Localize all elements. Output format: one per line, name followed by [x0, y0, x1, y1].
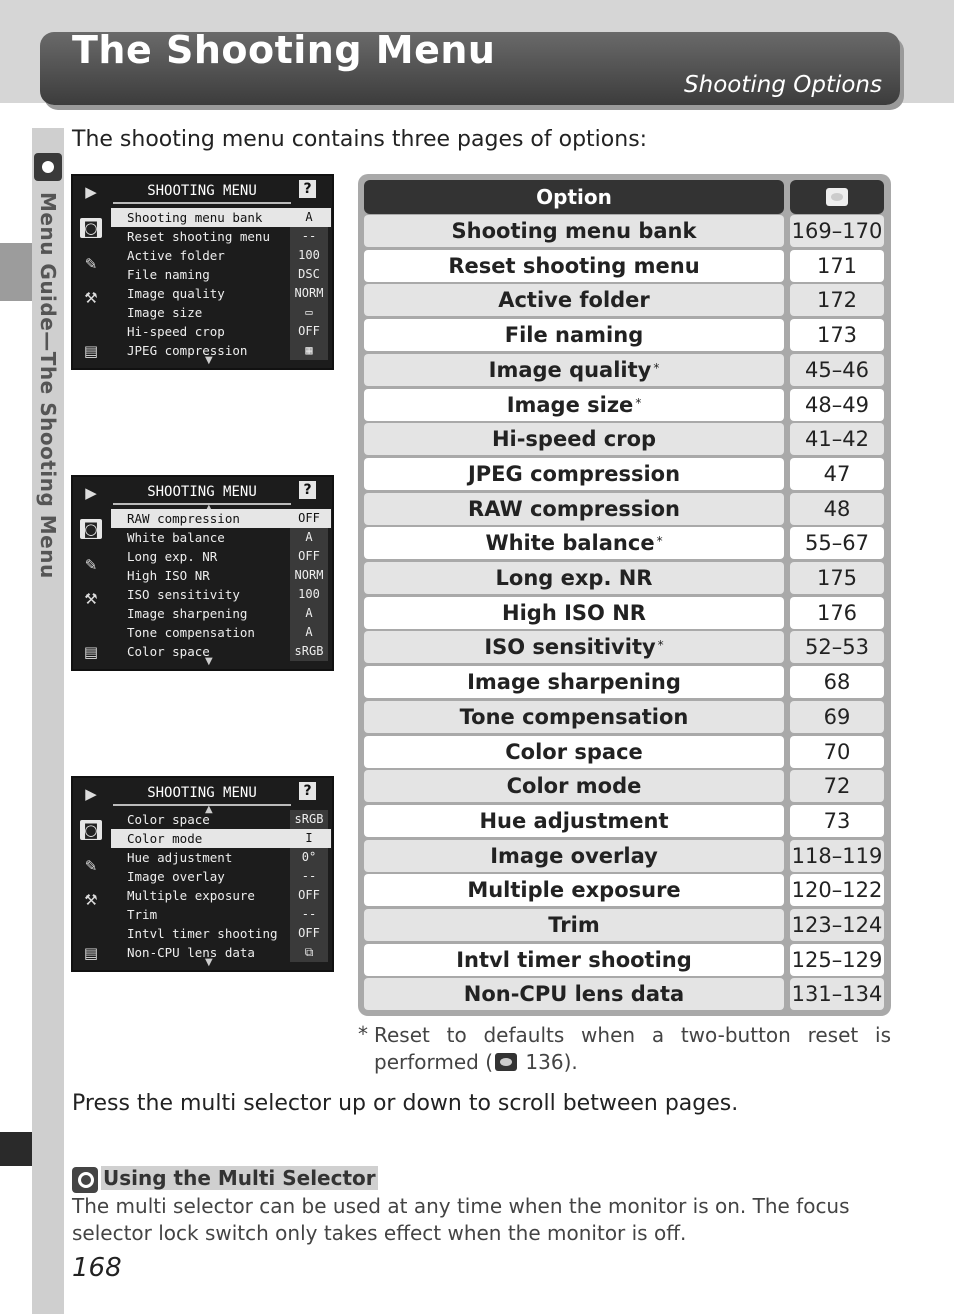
table-row	[364, 458, 884, 490]
option-name: Hue adjustment	[479, 808, 669, 833]
footnote-end: ).	[563, 1050, 578, 1074]
lcd-item-name: High ISO NR	[127, 568, 210, 583]
lcd-item-name: Color space	[127, 644, 210, 659]
lcd-item-value: OFF	[290, 322, 328, 341]
option-cell	[364, 840, 784, 872]
pencil-icon: ✎	[84, 857, 98, 875]
table-row	[364, 909, 884, 941]
lcd-menu-item	[111, 566, 331, 585]
option-name: Hi-speed crop	[491, 427, 657, 452]
page-cell: 41–42	[790, 423, 884, 455]
wrench-icon: ⚒	[84, 289, 98, 307]
page-cell: 68	[790, 666, 884, 698]
tip-body: The multi selector can be used at any time when the monitor is on. The focus selector lock switch only takes effect when the monitor is off.	[72, 1194, 850, 1245]
lcd-title: SHOOTING MENU	[113, 481, 291, 505]
option-cell	[364, 493, 784, 525]
footnote-text: Reset to defaults when a two-button reset is performed (	[374, 1023, 891, 1074]
lcd-menu-item	[111, 943, 331, 962]
page-cell: 131–134	[790, 978, 884, 1010]
lcd-item-value: DSC	[290, 265, 328, 284]
option-cell	[364, 458, 784, 490]
lcd-item-value: sRGB	[290, 642, 328, 661]
table-row	[364, 215, 884, 247]
lcd-item-value: A	[290, 623, 328, 642]
table-row	[364, 597, 884, 629]
lcd-item-value: 100	[290, 585, 328, 604]
option-cell	[364, 805, 784, 837]
camera-icon	[34, 153, 62, 181]
tip-heading: Using the Multi Selector	[103, 1166, 376, 1190]
table-row	[364, 874, 884, 906]
lcd-item-value: sRGB	[290, 810, 328, 829]
lcd-item-value: A	[290, 604, 328, 623]
table-row	[364, 562, 884, 594]
footnote	[374, 1022, 891, 1076]
table-row	[364, 631, 884, 663]
lcd-item-value: --	[290, 905, 328, 924]
lcd-menu-item	[111, 208, 331, 227]
page-cell: 125–129	[790, 944, 884, 976]
option-name: Shooting menu bank	[451, 219, 697, 243]
option-cell	[364, 701, 784, 733]
lcd-item-value: --	[290, 867, 328, 886]
option-name: Non-CPU lens data	[463, 982, 685, 1007]
option-cell	[364, 666, 784, 698]
recent-icon: ▤	[83, 342, 99, 360]
lcd-item-value: NORM	[290, 284, 328, 303]
table-row	[364, 978, 884, 1010]
lcd-menu-item	[111, 322, 331, 341]
lcd-item-name: RAW compression	[127, 511, 240, 526]
option-name: Active folder	[498, 288, 650, 313]
reference-icon	[826, 188, 848, 206]
table-row	[364, 840, 884, 872]
table-row	[364, 770, 884, 802]
lcd-menu-item	[111, 829, 331, 848]
table-row	[364, 250, 884, 282]
table-row	[364, 805, 884, 837]
lcd-screen	[71, 475, 334, 671]
lcd-item-name: Tone compensation	[127, 625, 255, 640]
lcd-item-value: A	[290, 528, 328, 547]
footnote-mark: *	[358, 1022, 368, 1046]
table-row	[364, 354, 884, 386]
footnote-star: *	[653, 360, 660, 375]
camera-icon: ◙	[80, 820, 102, 840]
option-cell	[364, 597, 784, 629]
page-cell: 169–170	[790, 215, 884, 247]
lcd-menu-item	[111, 547, 331, 566]
table-row	[364, 389, 884, 421]
option-cell	[364, 527, 784, 559]
side-label: Menu Guide—The Shooting Menu	[36, 192, 60, 579]
camera-icon: ◙	[80, 519, 102, 539]
option-cell	[364, 250, 784, 282]
page-cell: 172	[790, 284, 884, 316]
option-name: Tone compensation	[459, 704, 689, 729]
lcd-menu-list	[111, 509, 331, 661]
options-table	[358, 174, 891, 1016]
footnote-star: *	[635, 395, 642, 410]
lcd-item-value: ▭	[290, 303, 328, 322]
lcd-item-name: Image quality	[127, 286, 225, 301]
lcd-item-name: Non-CPU lens data	[127, 945, 255, 960]
lcd-menu-item	[111, 810, 331, 829]
page-title: The Shooting Menu	[72, 28, 496, 72]
lcd-menu-item	[111, 303, 331, 322]
lcd-item-value: ▦	[290, 341, 328, 360]
lcd-title: SHOOTING MENU	[113, 180, 291, 204]
option-cell	[364, 631, 784, 663]
lcd-item-value: --	[290, 227, 328, 246]
page-cell: 73	[790, 805, 884, 837]
page-cell: 48–49	[790, 389, 884, 421]
page-cell: 48	[790, 493, 884, 525]
option-name: Image overlay	[490, 843, 658, 868]
lcd-item-name: Image size	[127, 305, 203, 320]
option-name: Color mode	[506, 774, 642, 799]
lcd-item-value: 100	[290, 246, 328, 265]
lcd-item-name: White balance	[127, 530, 225, 545]
option-cell	[364, 215, 784, 247]
lcd-item-name: Reset shooting menu	[127, 229, 270, 244]
page-cell: 52–53	[790, 631, 884, 663]
option-cell	[364, 770, 784, 802]
option-name: Color space	[505, 739, 643, 764]
lcd-item-name: Trim	[127, 907, 158, 922]
pencil-icon: ✎	[84, 556, 98, 574]
column-header-page	[790, 180, 884, 214]
recent-icon: ▤	[83, 944, 99, 962]
lcd-item-name: File naming	[127, 267, 210, 282]
table-row	[364, 527, 884, 559]
table-row	[364, 736, 884, 768]
option-name: High ISO NR	[502, 600, 646, 625]
option-name: ISO sensitivity	[484, 635, 656, 660]
lcd-item-name: Shooting menu bank	[127, 210, 263, 225]
lcd-item-name: JPEG compression	[127, 343, 248, 358]
option-name: White balance	[485, 531, 655, 556]
page-number: 168	[72, 1253, 122, 1283]
lcd-item-name: Active folder	[127, 248, 225, 263]
lcd-menu-item	[111, 642, 331, 661]
page-cell: 176	[790, 597, 884, 629]
table-row	[364, 701, 884, 733]
lcd-item-value: OFF	[290, 924, 328, 943]
scroll-down-icon: ▼	[205, 355, 213, 366]
page-cell: 175	[790, 562, 884, 594]
option-cell	[364, 354, 784, 386]
option-cell	[364, 319, 784, 351]
recent-icon: ▤	[83, 643, 99, 661]
lcd-item-name: Multiple exposure	[127, 888, 255, 903]
lcd-menu-item	[111, 867, 331, 886]
scroll-instruction: Press the multi selector up or down to scroll between pages.	[72, 1091, 739, 1116]
option-cell	[364, 562, 784, 594]
option-name: Long exp. NR	[495, 566, 653, 590]
lcd-item-value: OFF	[290, 886, 328, 905]
lcd-menu-item	[111, 924, 331, 943]
option-cell	[364, 944, 784, 976]
table-row	[364, 284, 884, 316]
option-name: Image sharpening	[467, 670, 681, 695]
page-cell: 72	[790, 770, 884, 802]
lcd-item-value: A	[290, 208, 328, 227]
lcd-menu-item	[111, 585, 331, 604]
option-name: Multiple exposure	[467, 878, 681, 903]
lcd-screen	[71, 776, 334, 972]
help-icon: ?	[299, 481, 316, 499]
option-name: JPEG compression	[467, 461, 681, 486]
lcd-menu-item	[111, 227, 331, 246]
option-cell	[364, 909, 784, 941]
page-cell: 173	[790, 319, 884, 351]
option-name: Reset shooting menu	[448, 253, 700, 278]
lcd-item-name: ISO sensitivity	[127, 587, 240, 602]
lcd-menu-item	[111, 528, 331, 547]
pencil-icon: ✎	[84, 255, 98, 273]
lcd-menu-list	[111, 208, 331, 360]
option-name: Image size	[506, 392, 634, 417]
lcd-menu-item	[111, 246, 331, 265]
footnote-page: 136	[525, 1050, 564, 1074]
option-name: Intvl timer shooting	[456, 947, 692, 972]
lcd-menu-item	[111, 905, 331, 924]
lcd-item-name: Image overlay	[127, 869, 225, 884]
lcd-menu-item	[111, 284, 331, 303]
lcd-menu-item	[111, 509, 331, 528]
help-icon: ?	[299, 180, 316, 198]
lcd-menu-item	[111, 886, 331, 905]
page-cell: 47	[790, 458, 884, 490]
lcd-item-value: 0°	[290, 848, 328, 867]
lcd-menu-list	[111, 810, 331, 962]
option-cell	[364, 874, 784, 906]
scroll-down-icon: ▼	[205, 656, 213, 667]
playback-icon: ▶	[85, 484, 97, 502]
lcd-item-name: Image sharpening	[127, 606, 248, 621]
thumb-tab-dark	[0, 1132, 32, 1166]
playback-icon: ▶	[85, 785, 97, 803]
lcd-item-name: Intvl timer shooting	[127, 926, 278, 941]
lcd-menu-item	[111, 604, 331, 623]
lcd-tab-bar	[73, 176, 111, 368]
column-header-option: Option	[364, 180, 784, 214]
page-cell: 171	[790, 250, 884, 282]
table-row	[364, 493, 884, 525]
camera-icon: ◙	[80, 218, 102, 238]
option-name: RAW compression	[468, 496, 680, 521]
lcd-item-value: OFF	[290, 509, 328, 528]
reference-icon	[495, 1053, 517, 1071]
scroll-up-icon: ▲	[205, 804, 213, 815]
table-row	[364, 944, 884, 976]
option-cell	[364, 389, 784, 421]
scroll-down-icon: ▼	[205, 957, 213, 968]
option-name: Image quality	[488, 357, 652, 382]
table-row	[364, 423, 884, 455]
wrench-icon: ⚒	[84, 891, 98, 909]
thumb-tab	[0, 243, 32, 301]
lcd-tab-bar	[73, 477, 111, 669]
lcd-item-name: Hue adjustment	[127, 850, 233, 865]
lcd-menu-item	[111, 848, 331, 867]
page-cell: 123–124	[790, 909, 884, 941]
lcd-item-value: ⧉	[290, 943, 328, 962]
help-icon: ?	[299, 782, 316, 800]
page-cell: 55–67	[790, 527, 884, 559]
option-cell	[364, 423, 784, 455]
lcd-menu-item	[111, 265, 331, 284]
lcd-item-value: NORM	[290, 566, 328, 585]
tip-icon	[72, 1167, 98, 1193]
option-cell	[364, 284, 784, 316]
lcd-menu-item	[111, 341, 331, 360]
lcd-tab-bar	[73, 778, 111, 970]
footnote-star: *	[657, 638, 664, 653]
table-row	[364, 319, 884, 351]
intro-text: The shooting menu contains three pages of options:	[72, 127, 648, 152]
wrench-icon: ⚒	[84, 590, 98, 608]
lcd-item-value: I	[290, 829, 328, 848]
page-cell: 120–122	[790, 874, 884, 906]
lcd-item-value: OFF	[290, 547, 328, 566]
table-row	[364, 666, 884, 698]
option-name: File naming	[504, 323, 644, 348]
lcd-screen	[71, 174, 334, 370]
lcd-item-name: Hi-speed crop	[127, 324, 225, 339]
page-cell: 45–46	[790, 354, 884, 386]
lcd-item-name: Color space	[127, 812, 210, 827]
lcd-title: SHOOTING MENU	[113, 782, 291, 806]
option-cell	[364, 736, 784, 768]
section-label: Shooting Options	[684, 72, 882, 98]
page-cell: 69	[790, 701, 884, 733]
lcd-item-name: Long exp. NR	[127, 549, 218, 564]
page-cell: 118–119	[790, 840, 884, 872]
option-cell	[364, 978, 784, 1010]
footnote-star: *	[656, 534, 663, 549]
page-cell: 70	[790, 736, 884, 768]
playback-icon: ▶	[85, 183, 97, 201]
lcd-item-name: Color mode	[127, 831, 203, 846]
lcd-menu-item	[111, 623, 331, 642]
option-name: Trim	[548, 913, 600, 937]
